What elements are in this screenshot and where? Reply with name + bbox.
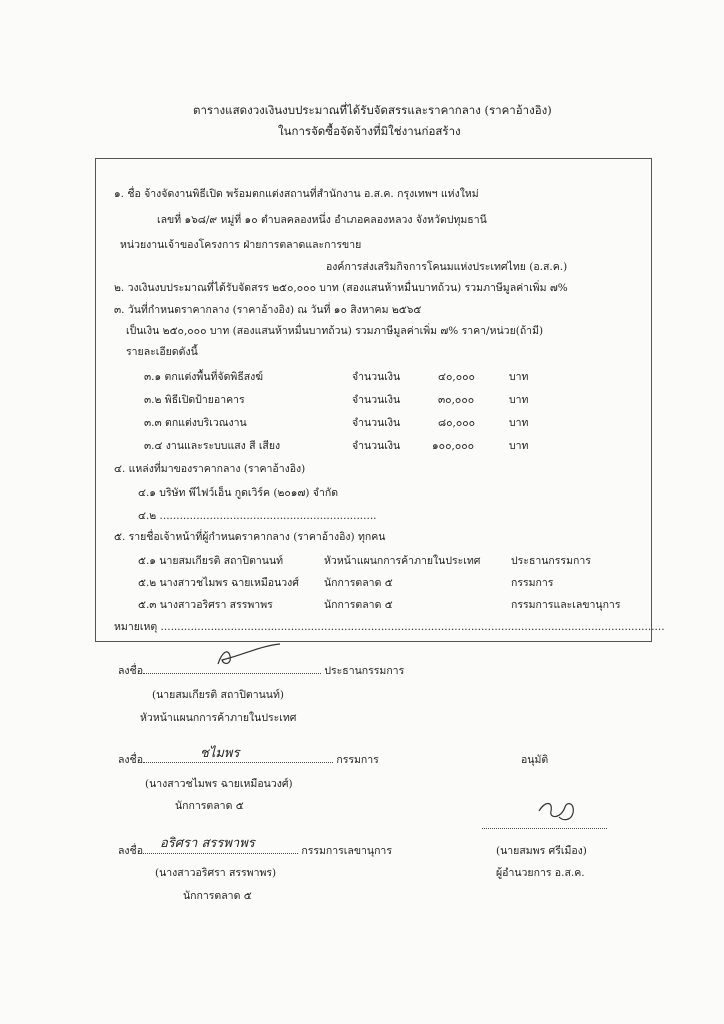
cost-item-amount: ๓๐,๐๐๐	[438, 394, 475, 406]
cost-item-amount: ๘๐,๐๐๐	[438, 417, 476, 429]
signature-handwriting-3: อริศรา สรรพาพร	[160, 836, 255, 851]
member-role: ประธานกรรมการ	[511, 555, 591, 567]
signature-line	[143, 853, 298, 854]
signature-line	[143, 673, 321, 674]
member-role: กรรมการ	[511, 577, 554, 589]
section1-line3: หน่วยงานเจ้าของโครงการ ฝ่ายการตลาดและการขาย	[120, 239, 362, 251]
title-line-1: ตารางแสดงวงเงินงบประมาณที่ได้รับจัดสรรและราคากลาง (ราคาอ้างอิง)	[193, 103, 552, 117]
sign-role: กรรมการเลขานุการ	[301, 845, 392, 857]
sign-role: กรรมการ	[336, 754, 379, 766]
section1-line1: ๑. ชื่อ จ้างจัดงานพิธีเปิด พร้อมตกแต่งสถานที่สำนักงาน อ.ส.ค. กรุงเทพฯ แห่งใหม่	[114, 188, 479, 200]
approver-position: ผู้อำนวยการ อ.ส.ค.	[496, 867, 585, 879]
cost-item-name: ๓.๑ ตกแต่งพื้นที่จัดพิธีสงฆ์	[144, 371, 264, 383]
signer-2-position: นักการตลาด ๕	[175, 800, 244, 812]
section4-line1: ๔. แหล่งที่มาของราคากลาง (ราคาอ้างอิง)	[114, 463, 306, 475]
sign-role: ประธานกรรมการ	[324, 665, 405, 677]
cost-item-label: จำนวนเงิน	[352, 417, 401, 429]
signature-handwriting-2: ชไมพร	[200, 746, 240, 761]
signature-scribble-1	[210, 642, 300, 672]
cost-item-label: จำนวนเงิน	[352, 371, 401, 383]
signer-3-position: นักการตลาด ๕	[183, 890, 252, 902]
signer-3-name: (นางสาวอริศรา สรรพาพร)	[155, 867, 277, 879]
section5-line1: ๕. รายชื่อเจ้าหน้าที่ผู้กำหนดราคากลาง (ราคาอ้างอิง) ทุกคน	[114, 531, 386, 543]
cost-item-label: จำนวนเงิน	[352, 394, 401, 406]
member-name: ๕.๓ นางสาวอริศรา สรรพาพร	[138, 599, 273, 611]
cost-item-label: จำนวนเงิน	[352, 440, 401, 452]
approver-signature-line	[482, 828, 607, 829]
cost-item-unit: บาท	[509, 440, 529, 452]
cost-item-name: ๓.๒ พิธีเปิดป้ายอาคาร	[144, 394, 245, 406]
signer-1-name: (นายสมเกียรติ สถาปิตานนท์)	[152, 689, 284, 701]
signer-2-name: (นางสาวชไมพร ฉายเหมือนวงศ์)	[145, 778, 293, 790]
approver-signature-scribble	[535, 797, 585, 825]
cost-item-unit: บาท	[509, 371, 529, 383]
signature-2	[118, 751, 379, 768]
member-position: นักการตลาด ๕	[324, 577, 393, 589]
section3-line2: เป็นเงิน ๒๕๐,๐๐๐ บาท (สองแสนห้าหมื่นบาทถ้วน) รวมภาษีมูลค่าเพิ่ม ๗% ราคา/หน่วย(ถ้ามี)	[126, 325, 544, 337]
content-box	[95, 158, 665, 642]
member-role: กรรมการและเลขานุการ	[511, 599, 621, 611]
cost-item-amount: ๔๐,๐๐๐	[438, 371, 475, 383]
section3-line1: ๓. วันที่กำหนดราคากลาง (ราคาอ้างอิง) ณ วันที่ ๑๐ สิงหาคม ๒๕๖๕	[114, 304, 422, 316]
approver-name: (นายสมพร ศรีเมือง)	[496, 845, 587, 857]
sign-prefix: ลงชื่อ	[118, 845, 143, 857]
section1-line2: เลขที่ ๑๖๘/๙ หมู่ที่ ๑๐ ตำบลคลองหนึ่ง อำเภอคลองหลวง จังหวัดปทุมธานี	[157, 214, 487, 226]
section3-line3: รายละเอียดดังนี้	[126, 346, 198, 358]
remark-line: หมายเหตุ .......................................................................................................................................................	[114, 621, 665, 633]
cost-item-name: ๓.๓ ตกแต่งบริเวณงาน	[144, 417, 247, 429]
section2-line1: ๒. วงเงินงบประมาณที่ได้รับจัดสรร ๒๕๐,๐๐๐ บาท (สองแสนห้าหมื่นบาทถ้วน) รวมภาษีมูลค่าเพิ่ม ๗%	[114, 282, 568, 294]
section1-line4: องค์การส่งเสริมกิจการโคนมแห่งประเทศไทย (อ.ส.ค.)	[326, 261, 568, 273]
approve-label: อนุมัติ	[521, 754, 549, 766]
section4-line3: ๔.๒ .................................................................	[138, 510, 377, 522]
signer-1-position: หัวหน้าแผนกการค้าภายในประเทศ	[140, 712, 297, 724]
member-name: ๕.๒ นางสาวชไมพร ฉายเหมือนวงศ์	[138, 577, 299, 589]
member-position: หัวหน้าแผนกการค้าภายในประเทศ	[324, 555, 481, 567]
sign-prefix: ลงชื่อ	[118, 754, 143, 766]
sign-prefix: ลงชื่อ	[118, 665, 143, 677]
member-position: นักการตลาด ๕	[324, 599, 393, 611]
cost-item-unit: บาท	[509, 417, 529, 429]
member-name: ๕.๑ นายสมเกียรติ สถาปิตานนท์	[138, 555, 284, 567]
cost-item-unit: บาท	[509, 394, 529, 406]
title-line-2: ในการจัดซื้อจัดจ้างที่มิใช่งานก่อสร้าง	[278, 124, 461, 138]
cost-item-amount: ๑๐๐,๐๐๐	[432, 440, 475, 452]
section4-line2: ๔.๑ บริษัท พีไฟว์เอ็น กูดเวิร์ค (๒๐๑๗) จำกัด	[138, 487, 339, 499]
cost-item-name: ๓.๔ งานและระบบแสง สี เสียง	[144, 440, 281, 452]
